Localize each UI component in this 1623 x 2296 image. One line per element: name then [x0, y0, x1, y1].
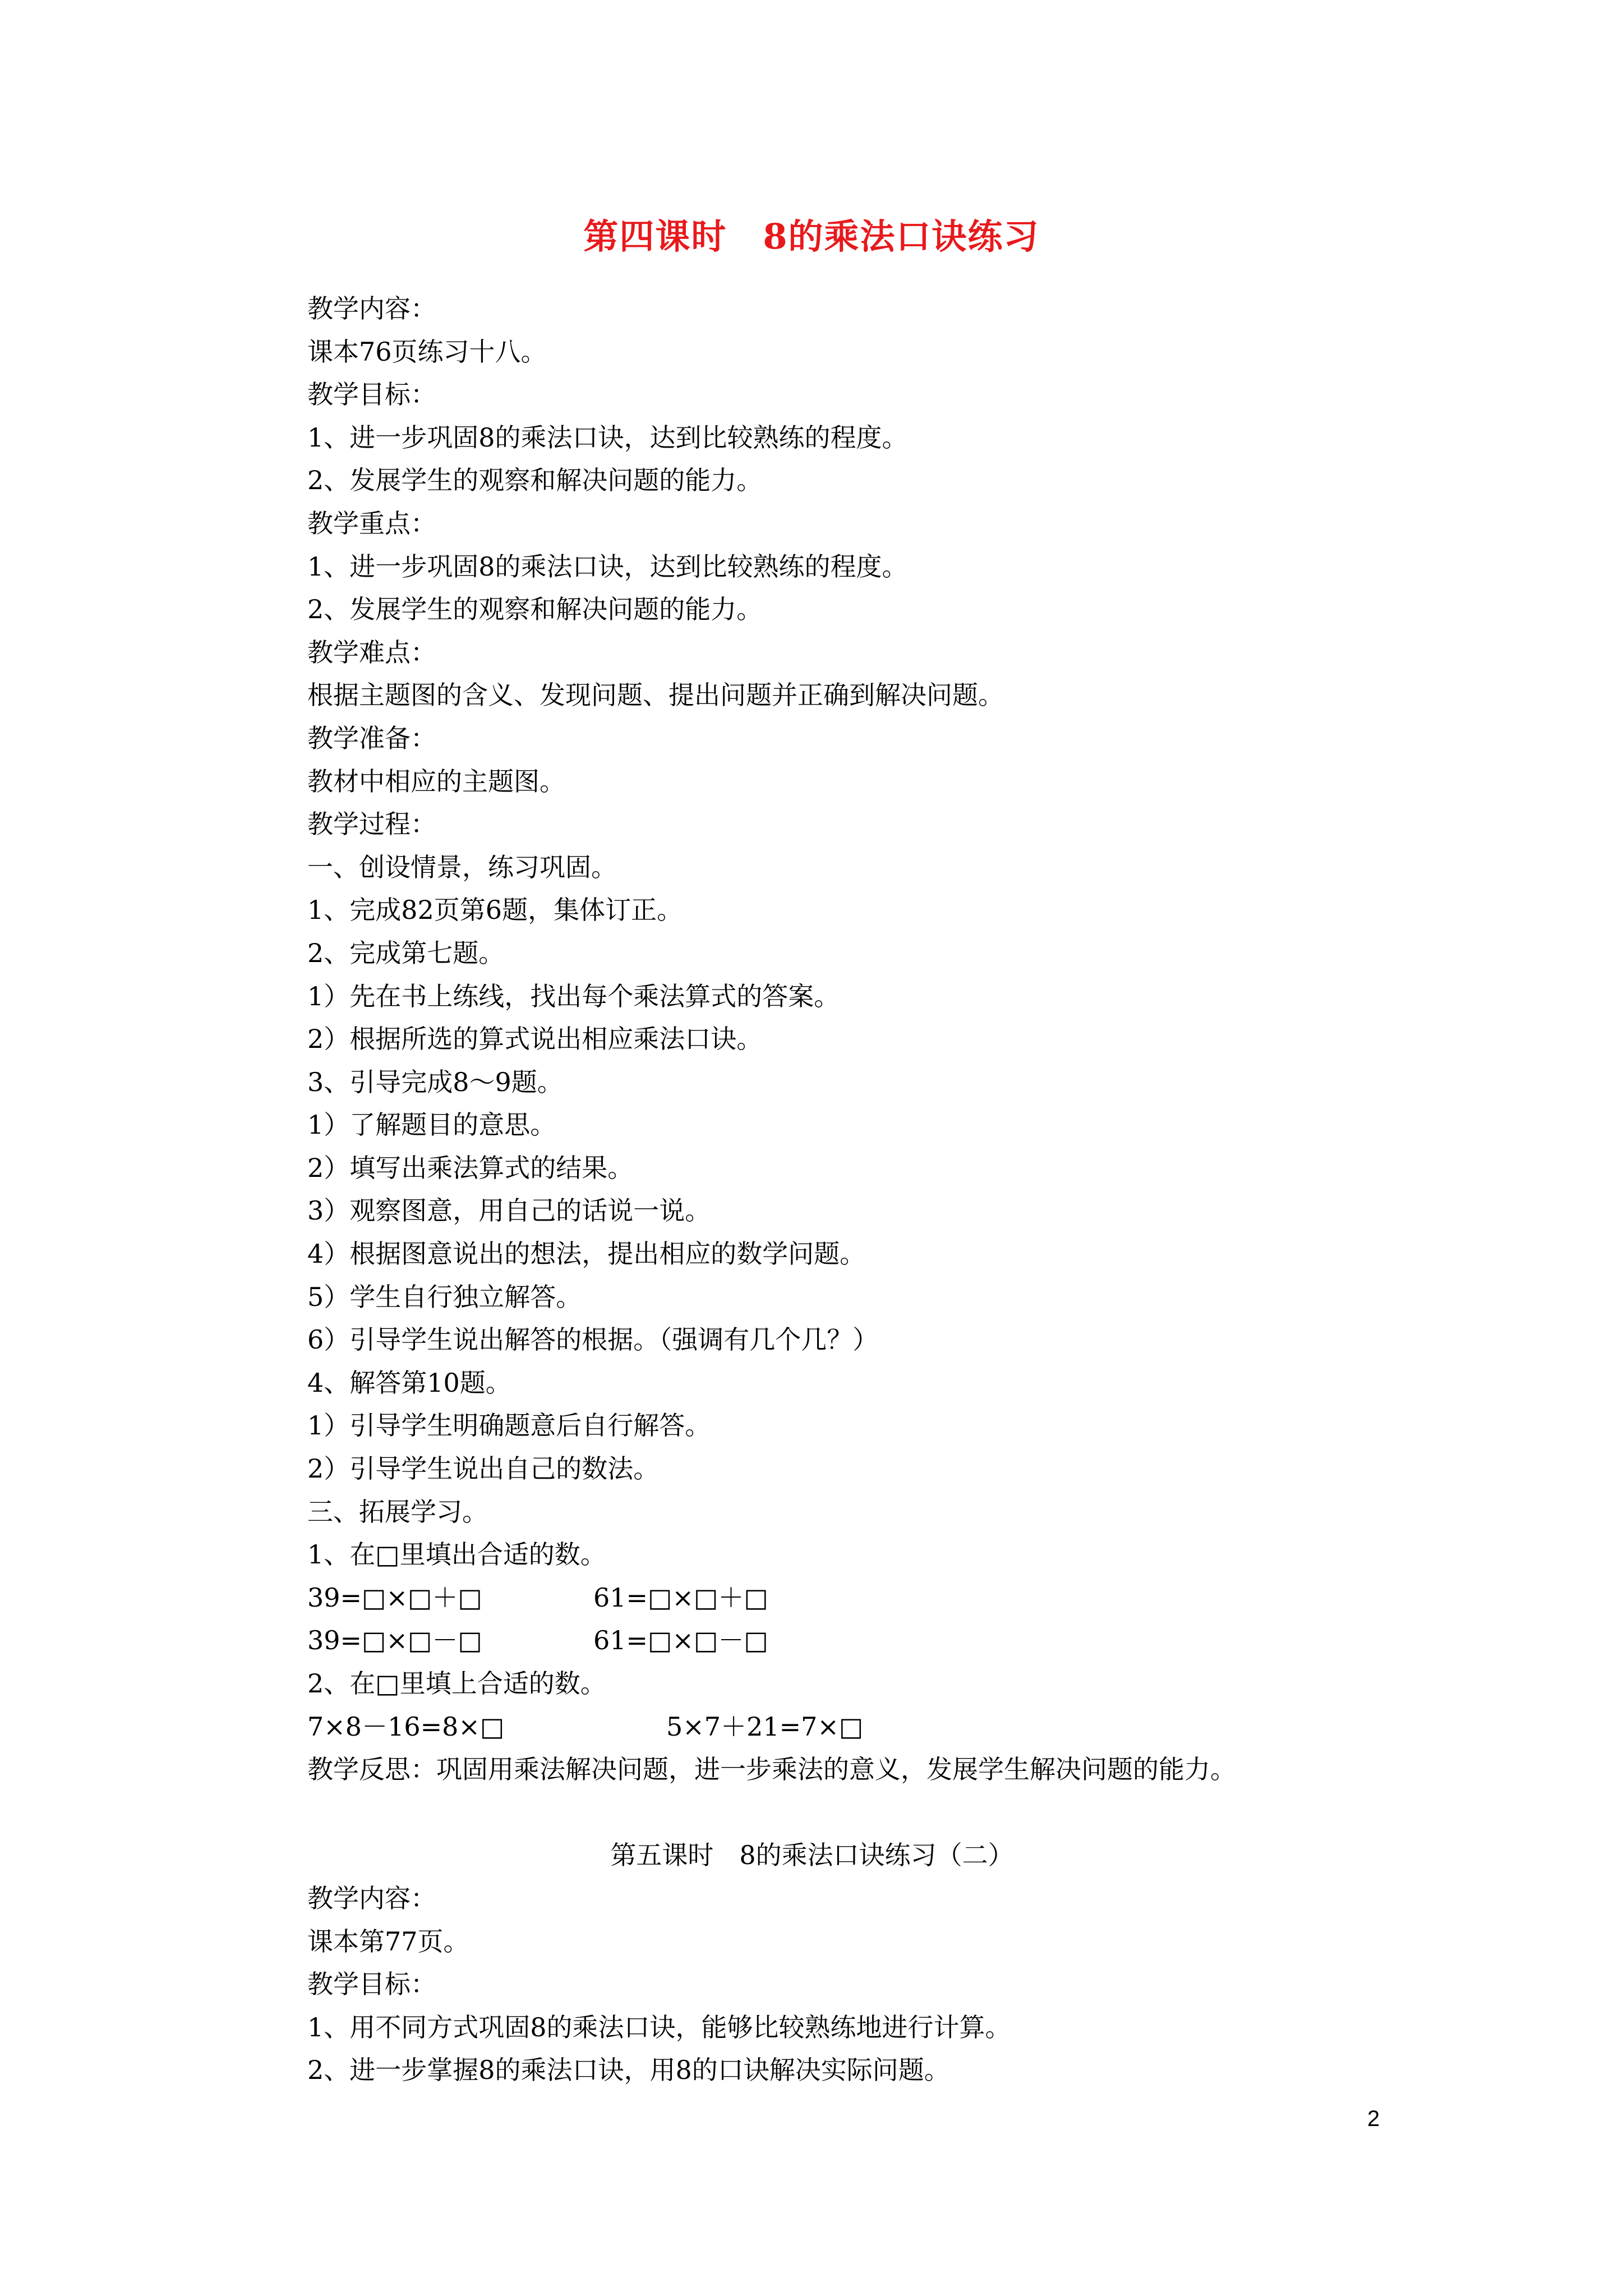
- text-line: 根据主题图的含义、发现问题、提出问题并正确到解决问题。: [307, 680, 1004, 711]
- text-line: 2、完成第七题。: [307, 937, 505, 968]
- text-line: 课本76页练习十八。: [307, 336, 547, 367]
- text-line: 课本第77页。: [307, 1926, 469, 1957]
- text-line: 2、发展学生的观察和解决问题的能力。: [307, 594, 763, 625]
- text-line: 3、引导完成8～9题。: [307, 1066, 563, 1097]
- text-line: 5）学生自行独立解答。: [307, 1281, 582, 1312]
- equation-row: [307, 1705, 1429, 1749]
- text-line: 3）观察图意，用自己的话说一说。: [307, 1195, 711, 1226]
- equation-row: [307, 1576, 1429, 1619]
- text-line: 6）引导学生说出解答的根据。（强调有几个几？）: [307, 1324, 879, 1355]
- text-line: 4、解答第10题。: [307, 1367, 511, 1398]
- text-line: 教学重点：: [307, 508, 436, 539]
- text-line: 2）填写出乘法算式的结果。: [307, 1152, 634, 1183]
- lesson-body: [307, 287, 1429, 2092]
- lesson-four-section: [307, 287, 1429, 1576]
- equation: 61=□×□＋□: [593, 1582, 769, 1613]
- text-line: 教材中相应的主题图。: [307, 766, 565, 797]
- text-line: 1）先在书上练线，找出每个乘法算式的答案。: [307, 981, 840, 1011]
- text-line: 1、在□里填出合适的数。: [307, 1539, 606, 1570]
- equation: 39=□×□－□: [307, 1625, 483, 1656]
- lesson-five-section: [307, 1877, 1429, 2092]
- spacer: [307, 1791, 1429, 1834]
- text-line: 教学准备：: [307, 723, 436, 753]
- text-line: 1、进一步巩固8的乘法口诀，达到比较熟练的程度。: [307, 422, 908, 453]
- fill-heading: 2、在□里填上合适的数。: [307, 1668, 606, 1699]
- text-line: 一、创设情景，练习巩固。: [307, 852, 617, 882]
- text-line: 2、进一步掌握8的乘法口诀，用8的口诀解决实际问题。: [307, 2055, 950, 2086]
- page-title: 第四课时 8的乘法口诀练习: [583, 216, 1040, 257]
- text-line: 教学内容：: [307, 293, 436, 324]
- text-line: 2）引导学生说出自己的数法。: [307, 1453, 660, 1484]
- text-line: 1）引导学生明确题意后自行解答。: [307, 1410, 711, 1441]
- text-line: 1、进一步巩固8的乘法口诀，达到比较熟练的程度。: [307, 551, 908, 582]
- page-number: 2: [1367, 2106, 1380, 2131]
- equation: 39=□×□＋□: [307, 1582, 483, 1613]
- text-line: 三、拓展学习。: [307, 1496, 488, 1527]
- text-line: 4）根据图意说出的想法，提出相应的数学问题。: [307, 1239, 866, 1269]
- equation: 5×7＋21=7×□: [666, 1711, 864, 1742]
- text-line: 2）根据所选的算式说出相应乘法口诀。: [307, 1024, 763, 1055]
- text-line: 1）了解题目的意思。: [307, 1110, 556, 1140]
- text-line: 2、发展学生的观察和解决问题的能力。: [307, 465, 763, 496]
- equation: 61=□×□－□: [593, 1625, 769, 1656]
- text-line: 1、用不同方式巩固8的乘法口诀，能够比较熟练地进行计算。: [307, 2012, 1011, 2042]
- text-line: 教学过程：: [307, 809, 436, 840]
- text-line: 教学目标：: [307, 1969, 436, 2000]
- equation-row: [307, 1619, 1429, 1662]
- text-line: 教学难点：: [307, 637, 436, 668]
- text-line: 教学目标：: [307, 379, 436, 410]
- text-line: 教学内容：: [307, 1883, 436, 1913]
- equation: 7×8－16=8×□: [307, 1711, 505, 1742]
- reflection: 教学反思：巩固用乘法解决问题，进一步乘法的意义，发展学生解决问题的能力。: [307, 1754, 1236, 1785]
- text-line: 1、完成82页第6题，集体订正。: [307, 895, 683, 926]
- lesson-five-title: 第五课时 8的乘法口诀练习（二）: [610, 1840, 1014, 1871]
